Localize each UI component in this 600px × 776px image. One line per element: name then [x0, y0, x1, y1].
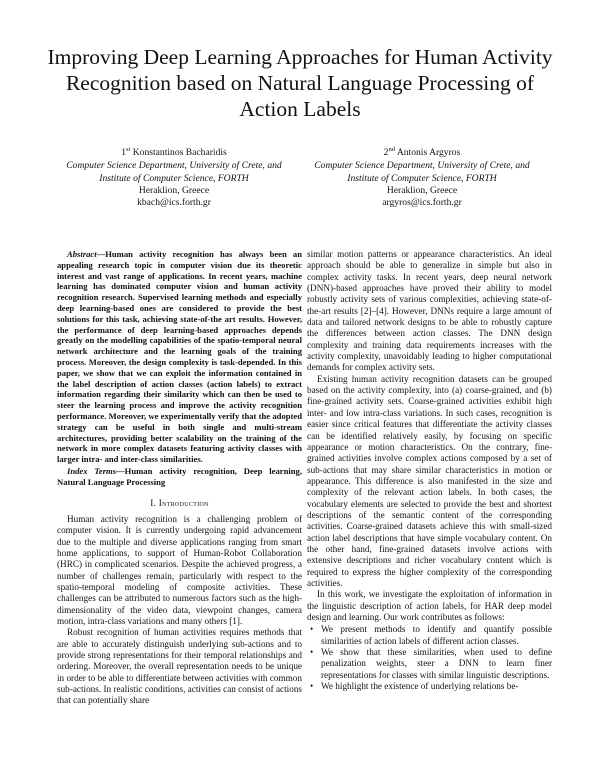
- author-email: argyros@ics.forth.gr: [382, 197, 462, 208]
- section-heading: I. Introduction: [150, 497, 209, 508]
- author-affiliation: Computer Science Department, University of Crete, and: [66, 160, 282, 172]
- list-item: • We highlight the existence of underlying relations be-: [310, 681, 519, 692]
- author-affiliation: Institute of Computer Science, FORTH: [99, 172, 249, 184]
- left-column: [57, 249, 302, 707]
- bullet-icon: •: [310, 681, 314, 692]
- body-paragraph: Robust recognition of human activities requires methods that are able to accurately distinguish underlying sub-actions and to provide strong representations for their temporal relationships and ordering. Moreover, the overall representation needs to be unique in order to be able to differentiate between activities with common sub-actions. In realistic conditions, activities can consist of actions that can potentially share: [57, 627, 302, 706]
- author-location: Heraklion, Greece: [138, 184, 210, 196]
- author-name: 1st Konstantinos Bacharidis: [121, 146, 227, 159]
- author-block-2: [302, 144, 542, 209]
- list-item: • We present methods to identify and quantify possible similarities of action labels of different action classes.: [310, 624, 552, 646]
- contribution-list: [307, 624, 552, 692]
- paper-title: Improving Deep Learning Approaches for Human Activity Recognition based on Natural Language Processing of Action Labels: [47, 45, 553, 121]
- right-column: [307, 249, 552, 692]
- author-name: 2nd Antonis Argyros: [383, 146, 461, 159]
- body-paragraph: similar motion patterns or appearance characteristics. An ideal approach should be able to generalize in simple but also in complex activity tasks. In recent years, deep neural network (DNN)-based approaches have proved their ability to model robustly activity sets of various complexities, achieving state-of-the-art results [2]–[4]. However, DNNs require a large amount of data and tailored network designs to be able to robustly capture the differences between action classes. The DNN design complexity and training data requirements increases with the activity complexity, unavoidably leading to higher computational demands for complex activity sets.: [307, 249, 552, 373]
- list-item: • We show that these similarities, when used to define penalization weights, steer a DNN to learn finer representations for classes with similar linguistic descriptions.: [310, 647, 552, 680]
- author-email: kbach@ics.forth.gr: [137, 197, 211, 208]
- body-paragraph: Human activity recognition is a challenging problem of computer vision. It is currently undergoing rapid advancement due to the multiple and diverse applications ranging from smart home applications, to support of Human-Robot Collaboration (HRC) in complicated scenarios. Despite the achieved progress, a number of challenges remain, particularly with respect to the spatio-temporal modeling of composite activities. These challenges can be attributed to numerous factors such as the high-dimensionality of the video data, viewpoint changes, camera motion, intra-class variations and many others [1].: [57, 513, 302, 626]
- bullet-icon: •: [310, 647, 314, 658]
- index-terms: Index Terms—Human activity recognition, Deep learning, Natural Language Processing: [57, 465, 302, 487]
- bullet-icon: •: [310, 624, 314, 635]
- author-block-1: [54, 144, 294, 209]
- author-location: Heraklion, Greece: [386, 184, 458, 196]
- author-affiliation: Institute of Computer Science, FORTH: [347, 172, 497, 184]
- abstract: Abstract—Human activity recognition has always been an appealing research topic in computer vision due its theoretic interest and vast range of applications. In recent years, machine learning has dominated computer vision and human activity recognition research. Supervised learning methods and especially deep learning-based ones are considered to provide the best solutions for this task, achieving state-of-the art results. However, the performance of deep learning-based approaches depends greatly on the modelling capabilities of the spatio-temporal neural network architecture and the learning goals of the training process. Moreover, the design complexity is task-depended. In this paper, we show that we can exploit the information contained in the label description of action classes (action labels) to extract information regarding their similarity which can then be used to steer the learning process and improve the activity recognition performance. Moreover, we experimentally verify that the adopted strategy can be useful in both single and multi-stream architectures, providing better scalability on the training of the network in more complex datasets featuring activity classes with larger intra- and inter-class similarities.: [57, 249, 302, 465]
- author-affiliation: Computer Science Department, University of Crete, and: [314, 160, 530, 172]
- body-paragraph: In this work, we investigate the exploitation of information in the linguistic description of action labels, for HAR deep model design and learning. Our work contributes as follows:: [307, 589, 552, 622]
- body-paragraph: Existing human activity recognition datasets can be grouped based on the activity complexity, into (a) coarse-grained, and (b) fine-grained activity sets. Coarse-grained activities exhibit high inter- and low intra-class variations. In such cases, recognition is easier since critical features that differentiate the activity classes can be identified relatively easily, by focusing on specific appearance or motion characteristics. On the contrary, fine-grained activities involve complex actions composed by a set of sub-actions that may share similar characteristics in motion or appearance. This difference is also manifested in the size and complexity of the relevant action labels. In both cases, the vocabulary elements are selected to provide the best and shortest descriptions of the semantic content of the corresponding activities. Coarse-grained datasets achieve this with small-sized action label descriptions that have simple vocabulary content. On the other hand, fine-grained datasets involve actions with extensive descriptions and richer vocabulary content which is required to express the higher complexity of the corresponding activities.: [307, 373, 552, 588]
